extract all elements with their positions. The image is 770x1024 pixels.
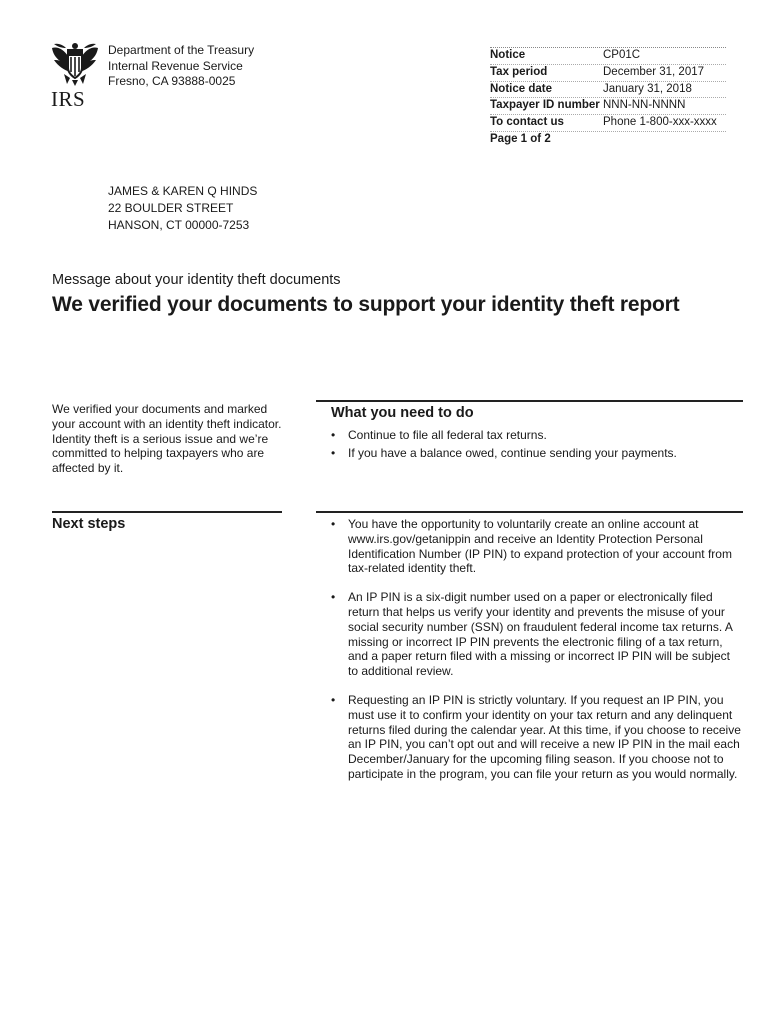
- bullet-icon: •: [331, 692, 336, 707]
- bullet-icon: •: [331, 590, 336, 605]
- list-item: [331, 428, 741, 443]
- message-subtitle: Message about your identity theft documents: [52, 272, 341, 288]
- contact-value: Phone 1-800-xxx-xxxx: [603, 116, 717, 129]
- section-divider: [316, 400, 743, 402]
- list-item-text: Requesting an IP PIN is strictly voluntary. If you request an IP PIN, you must use it to confirm your identity on your tax return and any delinquent returns filed during the calendar year. At this time, if you choose to receive an IP PIN, you can’t opt out and will receive a new IP PIN in the mail each December/January for the upcoming filing season. If you choose not to participate in the program, you can file your return as you would normally.: [348, 692, 741, 781]
- notice-label: Notice: [490, 49, 526, 61]
- agency-service: Internal Revenue Service: [108, 58, 243, 73]
- list-item: [331, 590, 741, 679]
- notice-row: [490, 48, 726, 65]
- intro-paragraph: We verified your documents and marked your account with an identity theft indicator. Identity theft is a serious issue and we’re committed to helping taxpayers who are affected by it.: [52, 402, 282, 476]
- list-item: [331, 517, 741, 576]
- next-steps-list: [331, 517, 741, 782]
- bullet-icon: •: [331, 428, 336, 442]
- notice-row: [490, 115, 726, 132]
- bullet-icon: •: [331, 517, 336, 531]
- list-item-text: An IP PIN is a six-digit number used on a paper or electronically filed return that helps us verify your identity and prevents the misuse of your social security number (SSN) on fraudulent federal income tax returns. A missing or incorrect IP PIN prevents the electronic filing of a tax return, and a paper return filed with a missing or incorrect IP PIN will be subject to additional review.: [348, 590, 733, 679]
- notice-date-value: January 31, 2018: [603, 82, 692, 95]
- section-divider: [52, 511, 282, 513]
- list-item: [331, 693, 741, 782]
- notice-date-label: Notice date: [490, 82, 552, 95]
- agency-city: Fresno, CA 93888-0025: [108, 74, 236, 88]
- page-title: We verified your documents to support your identity theft report: [52, 293, 680, 316]
- notice-row: [490, 98, 726, 115]
- list-item-text: You have the opportunity to voluntarily create an online account at www.irs.gov/getanippin and receive an Identity Protection Personal Identification Number (IP PIN) to expand protection of your account from tax-related identity theft.: [348, 517, 732, 576]
- recipient-address: [108, 183, 257, 234]
- recipient-street: 22 BOULDER STREET: [108, 201, 234, 215]
- contact-label: To contact us: [490, 116, 564, 129]
- eagle-emblem: [50, 42, 100, 88]
- what-you-need-list: [331, 428, 741, 461]
- list-item-text: Continue to file all federal tax returns.: [348, 428, 547, 442]
- agency-department: Department of the Treasury: [108, 43, 255, 57]
- taxpayer-id-label: Taxpayer ID number: [490, 99, 600, 112]
- notice-row: [490, 65, 726, 82]
- irs-logo-text: IRS: [51, 87, 86, 111]
- taxpayer-id-value: NNN-NN-NNNN: [603, 99, 686, 112]
- notice-row: [490, 132, 726, 148]
- section-divider: [316, 511, 743, 513]
- what-you-need-title: What you need to do: [331, 405, 474, 421]
- agency-address: [108, 43, 254, 90]
- list-item: [331, 446, 741, 461]
- list-item-text: If you have a balance owed, continue sending your payments.: [348, 445, 677, 460]
- recipient-city: HANSON, CT 00000-7253: [108, 218, 250, 232]
- notice-row: [490, 82, 726, 99]
- page-number: Page 1 of 2: [490, 132, 551, 145]
- notice-value: CP01C: [603, 49, 641, 61]
- bullet-icon: •: [331, 445, 336, 460]
- page-number-value: [603, 132, 726, 148]
- tax-period-label: Tax period: [490, 65, 548, 78]
- next-steps-title: Next steps: [52, 516, 126, 532]
- tax-period-value: December 31, 2017: [603, 65, 705, 78]
- notice-info-table: [490, 47, 726, 148]
- recipient-name: JAMES & KAREN Q HINDS: [108, 184, 258, 198]
